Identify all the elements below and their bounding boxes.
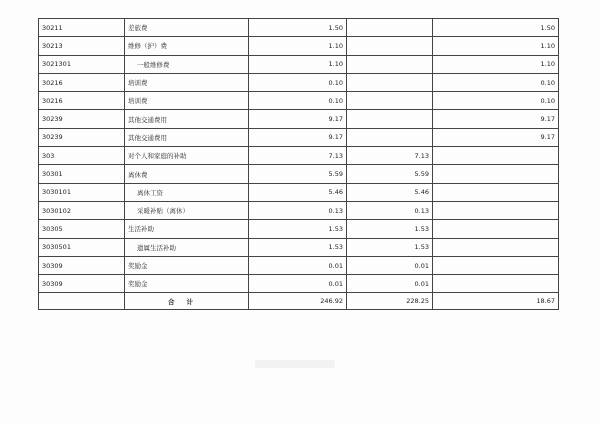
name-cell: 其他交通费用 (125, 128, 249, 146)
code-cell: 3021301 (39, 55, 125, 73)
project-cell (433, 220, 559, 238)
project-cell (433, 256, 559, 274)
total-project: 18.67 (433, 293, 559, 310)
total-cell: 5.46 (249, 183, 347, 201)
basic-cell: 7.13 (347, 147, 433, 165)
total-cell: 1.10 (249, 55, 347, 73)
code-cell: 30239 (39, 110, 125, 128)
basic-cell: 0.13 (347, 201, 433, 219)
project-cell (433, 183, 559, 201)
name-cell: 其他交通费用 (125, 110, 249, 128)
total-cell: 1.53 (249, 220, 347, 238)
total-cell: 0.01 (249, 275, 347, 293)
basic-cell (347, 128, 433, 146)
project-cell: 1.50 (433, 19, 559, 37)
table-row (39, 220, 559, 238)
total-cell: 9.17 (249, 110, 347, 128)
name-cell: 离休工资 (125, 183, 249, 201)
table-row (39, 73, 559, 91)
faint-stamp-mark (255, 360, 335, 368)
basic-cell: 5.59 (347, 165, 433, 183)
basic-cell: 5.46 (347, 183, 433, 201)
total-cell: 0.13 (249, 201, 347, 219)
basic-cell: 1.53 (347, 238, 433, 256)
name-cell: 生活补助 (125, 220, 249, 238)
project-cell: 1.10 (433, 37, 559, 55)
project-cell (433, 238, 559, 256)
basic-cell (347, 55, 433, 73)
table-row (39, 275, 559, 293)
table-row (39, 183, 559, 201)
code-cell: 30213 (39, 37, 125, 55)
code-cell: 30211 (39, 19, 125, 37)
table-row (39, 147, 559, 165)
table-row (39, 37, 559, 55)
table-row (39, 110, 559, 128)
project-cell: 9.17 (433, 110, 559, 128)
total-row (39, 293, 559, 310)
basic-cell (347, 19, 433, 37)
table-row (39, 201, 559, 219)
project-cell (433, 147, 559, 165)
total-cell: 0.01 (249, 256, 347, 274)
name-cell: 遗属生活补助 (125, 238, 249, 256)
project-cell: 1.10 (433, 55, 559, 73)
budget-table (38, 18, 559, 310)
basic-cell: 1.53 (347, 220, 433, 238)
total-cell: 7.13 (249, 147, 347, 165)
total-cell: 1.53 (249, 238, 347, 256)
total-cell: 0.10 (249, 92, 347, 110)
total-label: 合计 (125, 293, 249, 310)
basic-cell (347, 92, 433, 110)
total-cell: 1.10 (249, 37, 347, 55)
basic-cell: 0.01 (347, 275, 433, 293)
name-cell: 一般维修费 (125, 55, 249, 73)
project-cell (433, 165, 559, 183)
total-basic: 228.25 (347, 293, 433, 310)
name-cell: 培训费 (125, 73, 249, 91)
total-cell: 5.59 (249, 165, 347, 183)
project-cell: 0.10 (433, 92, 559, 110)
table-row (39, 55, 559, 73)
table-body (39, 19, 559, 293)
project-cell (433, 201, 559, 219)
name-cell: 奖励金 (125, 256, 249, 274)
code-cell: 30309 (39, 275, 125, 293)
table-row (39, 256, 559, 274)
table-row (39, 128, 559, 146)
total-amount: 246.92 (249, 293, 347, 310)
total-cell: 1.50 (249, 19, 347, 37)
code-cell: 3030102 (39, 201, 125, 219)
name-cell: 维修（护）费 (125, 37, 249, 55)
name-cell: 离休费 (125, 165, 249, 183)
basic-cell (347, 110, 433, 128)
code-cell: 30301 (39, 165, 125, 183)
code-cell: 30216 (39, 73, 125, 91)
table-row (39, 92, 559, 110)
code-cell: 30305 (39, 220, 125, 238)
name-cell: 培训费 (125, 92, 249, 110)
code-cell: 30216 (39, 92, 125, 110)
name-cell: 对个人和家庭的补助 (125, 147, 249, 165)
code-cell: 303 (39, 147, 125, 165)
name-cell: 奖励金 (125, 275, 249, 293)
table-row (39, 19, 559, 37)
name-cell: 差旅费 (125, 19, 249, 37)
code-cell: 30239 (39, 128, 125, 146)
table-row (39, 165, 559, 183)
total-code-cell (39, 293, 125, 310)
basic-cell (347, 37, 433, 55)
code-cell: 3030101 (39, 183, 125, 201)
code-cell: 3030501 (39, 238, 125, 256)
basic-cell (347, 73, 433, 91)
total-cell: 9.17 (249, 128, 347, 146)
code-cell: 30309 (39, 256, 125, 274)
basic-cell: 0.01 (347, 256, 433, 274)
total-cell: 0.10 (249, 73, 347, 91)
project-cell (433, 275, 559, 293)
name-cell: 采暖补贴（离休） (125, 201, 249, 219)
project-cell: 0.10 (433, 73, 559, 91)
table-row (39, 238, 559, 256)
project-cell: 9.17 (433, 128, 559, 146)
